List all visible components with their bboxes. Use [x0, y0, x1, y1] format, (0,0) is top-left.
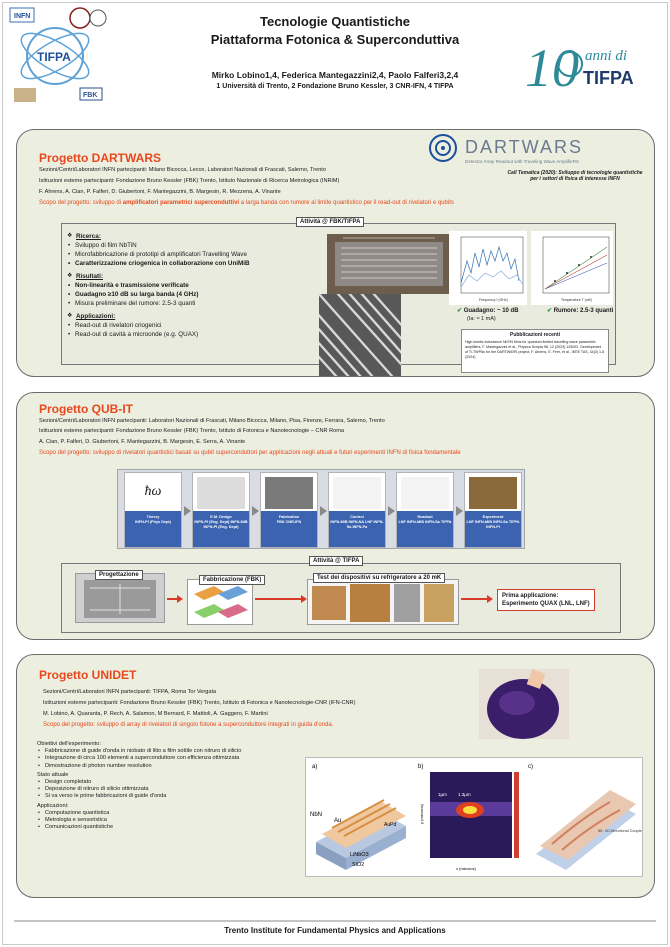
flow-arrow — [320, 506, 327, 516]
unidet-section — [16, 654, 655, 898]
ricerca-item: • Sviluppo di film NbTiN — [67, 241, 327, 250]
dartwars-section — [16, 129, 655, 377]
qubit-istituzioni: Istituzioni esterne partecipanti: Fondazione Bruno Kessler (FBK) Trento, Istituto di Fotonica e Nanotecnologie – CNR Roma — [39, 428, 345, 434]
obiettivi-item: • Fabbricazione di guide d'onda in niobato di litio a film sottile con nitruro di silicio — [37, 748, 307, 755]
publications-box — [461, 329, 609, 373]
stato-item: • Si va verso le prime fabbricazioni di guide d'onda — [37, 793, 307, 800]
progettazione-label: Progettazione — [95, 570, 143, 580]
test-label: Test dei dispositivi su refrigeratore a 20 mK — [313, 573, 445, 583]
fig-b-label: b) — [418, 764, 424, 770]
qubit-activity-label: Attività @ TIFPA — [309, 556, 363, 566]
applicazioni-item: • Read-out di rivelatori criogenici — [67, 321, 327, 330]
first-application-line2: Esperimento QUAX (LNL, LNF) — [502, 601, 590, 607]
stato-item: • Deposizione di nitruro di silicio ottimizzata — [37, 786, 307, 793]
dartwars-scope: Scopo del progetto: sviluppo di amplificatori parametrici superconduttivi a larga banda con rumore al limite quantistico per il read-out di rivelatori e qubits — [39, 200, 454, 206]
gain-sub: (Ia: ≈ 1 mA) — [467, 316, 496, 322]
fig-x-axis-label: x (microns) — [456, 866, 476, 871]
dartwars-title: Progetto DARTWARS — [39, 151, 161, 165]
flow-arrow-line — [255, 598, 303, 600]
flow-arrow — [252, 506, 259, 516]
fig-13um-label: 1.3µm — [458, 792, 471, 797]
noise-caption: ✔ Rumore: 2.5-3 quanti — [547, 308, 614, 314]
flow-arrow-head — [487, 595, 493, 603]
fig-linbo3-label: LiNbO3 — [350, 852, 369, 858]
twpa-chip-photo — [327, 234, 451, 294]
fig-sio2-label: SiO2 — [352, 862, 365, 868]
stage-fabrication: Fabrication FBK CNR-IFN — [260, 472, 318, 548]
dartwars-lists — [67, 230, 327, 339]
dartwars-sezioni: Sezioni/Centri/Laboratori INFN partecipanti: Milano Bicocca, Lecce, Laboratori Nazionali di Frascati, Salerno, Trento — [39, 167, 326, 173]
stage-em-design: E.M. Design INFN-PI (Eng. Dept) INFN-MIB INFN-PI (Eng. Dept) — [192, 472, 250, 548]
stage-theory: ħω Theory INFN-PI (Phys Dept) — [124, 472, 182, 548]
fig-c-label: c) — [528, 764, 533, 770]
gain-caption: ✔ Guadagno: ~ 10 dB — [457, 308, 519, 314]
qubit-people: A. Cian, P. Falferi, D. Giubertoni, F. Mantegazzini, B. Margesin, E. Serra, A. Vinante — [39, 439, 246, 445]
ricerca-heading: Ricerca: — [76, 233, 101, 240]
anni-di-text: anni di — [585, 48, 628, 64]
unidet-lists — [37, 741, 307, 831]
noise-plot — [531, 231, 613, 305]
progettazione-panel — [75, 573, 165, 623]
flow-arrow-line — [461, 598, 489, 600]
qubit-workflow — [117, 469, 525, 549]
twpa-zoom-image — [319, 294, 401, 376]
stato-heading: Stato attuale — [37, 771, 69, 778]
svg-text:FBK: FBK — [83, 92, 98, 99]
fig-au-label: Au — [334, 818, 342, 824]
qubit-scope: Scopo del progetto: sviluppo di rivelatori quantistici basati su qubit superconduttori per applicazioni negli attuali e futuri esperimenti INFN di fisica fondamentale — [39, 450, 461, 456]
theory-formula: ħω — [129, 477, 177, 509]
wafer-photo — [479, 669, 569, 739]
risultati-item: • Misura preliminare del rumore: 2.5-3 quanti — [67, 299, 327, 308]
unidet-title: Progetto UNIDET — [39, 668, 137, 682]
stage-readout: Readout LNF INFN-MIB INFN-Sa TIFPA — [396, 472, 454, 548]
risultati-heading: Risultati: — [76, 273, 103, 280]
test-panel — [307, 579, 459, 625]
dartwars-activity-label: Attività @ FBK/TIFPA — [296, 217, 364, 227]
fabbricazione-panel — [187, 579, 253, 625]
first-application-line1: Prima applicazione: — [502, 593, 559, 599]
first-application-box — [497, 589, 595, 611]
fig-coupler-label: 50 : 50 Directional Coupler — [598, 829, 642, 833]
poster-title-line2: Piattaforma Fotonica & Superconduttiva — [210, 32, 460, 47]
dartwars-logo-name: DARTWARS — [465, 137, 584, 157]
dartwars-people: F. Ahrens, A. Cian, P. Falferi, D. Giubertoni, F. Mantegazzini, B. Margesin, R. Mezzena, A. Vinante — [39, 189, 281, 195]
stage-control: Control INFN-MIB INFN-NA LNF INFN-Sa INFN-Pa — [328, 472, 386, 548]
qubit-sezioni: Sezioni/Centri/Laboratori INFN partecipanti: Laboratori Nazionali di Frascati, Milano Bicocca, Milano, Pisa, Firenze, Ferrara, Salerno, Trento — [39, 418, 385, 424]
anniversary-number: 10 — [525, 38, 579, 94]
footer-divider — [14, 920, 656, 922]
ricerca-item: • Microfabbricazione di prototipi di amplificatori Travelling Wave — [67, 250, 327, 259]
applicazioni-item: • Computazione quantistica — [37, 810, 307, 817]
fig-aupd-label: AuPd — [384, 822, 397, 828]
gain-plot — [449, 231, 527, 305]
dartwars-logo-sub: Detector Array Readout with Traveling Wave AmplifieRS — [465, 159, 579, 164]
applicazioni-heading: Applicazioni: — [37, 802, 69, 809]
applicazioni-item: • Read-out di cavità a microonde (e.g. QUAX) — [67, 330, 327, 339]
publications-text: High kinetic inductance NbTiN films for quantum limited travelling wave parametric amplifiers, F. Mantegazzini et al., Physica Scripta 98, 12 (2023) 125002. Development of Ti-TWPAs for the DARTWARS project, F. Ahrens, E. Ferri, et al., IEEE TAS, 34(3) 1-6 (2024) — [465, 340, 605, 359]
10-anni-tifpa-logo — [525, 34, 665, 94]
risultati-item: • Guadagno ≥10 dB su larga banda (4 GHz) — [67, 290, 327, 299]
stage-experiment: Experiment LNF INFN-MIB INFN-Sa TIFPA INFN-PI — [464, 472, 522, 548]
ricerca-item: • Caratterizzazione criogenica in collaborazione con UniMiB — [67, 259, 327, 268]
tifpa-logo — [8, 6, 108, 106]
fig-1um-label: 1µm — [438, 792, 447, 797]
unidet-people: M. Lobino, A. Quaranta, P. Rech, A. Salamon, M Bernard, F. Mattioli, A. Gaggero, F. Martini — [43, 711, 268, 717]
fabbricazione-label: Fabbricazione (FBK) — [199, 575, 265, 585]
fig-a-label: a) — [312, 764, 318, 770]
svg-text:Frequency f (GHz): Frequency f (GHz) — [479, 298, 508, 302]
dartwars-istituzioni: Istituzioni esterne partecipanti: Fondazione Bruno Kessler (FBK) Trento, Istituto Nazionale di Ricerca Metrologica (INRiM) — [39, 178, 340, 184]
obiettivi-item: • Integrazione di circa 100 elementi a superconduttore con efficienza ottimizzata — [37, 755, 307, 762]
poster-title-line1: Tecnologie Quantistiche — [259, 14, 410, 29]
dartwars-call: Call Tematica (2020): Sviluppo di tecnologie quantistiche per i settori di fisica di interesse INFN — [507, 170, 643, 182]
tifpa-text: TIFPA — [583, 68, 634, 88]
stato-item: • Design completato — [37, 779, 307, 786]
flow-arrow — [456, 506, 463, 516]
applicazioni-heading: Applicazioni: — [76, 313, 116, 320]
publications-heading: Pubblicazioni recenti — [509, 332, 560, 338]
unidet-figure — [305, 757, 643, 877]
obiettivi-item: • Dimostrazione di photon number resolution — [37, 763, 307, 770]
risultati-item: • Non-linearità e trasmissione verificate — [67, 281, 327, 290]
qubit-title: Progetto QUB-IT — [39, 402, 133, 416]
tifpa-logo-text: TIFPA — [37, 50, 71, 64]
unidet-sezioni: Sezioni/Centri/Laboratori INFN partecipanti: TIFPA, Roma Tor Vergata — [43, 689, 217, 695]
flow-arrow — [388, 506, 395, 516]
authors: Mirko Lobino1,4, Federica Mantegazzini2,4, Paolo Falferi3,2,4 — [211, 70, 459, 80]
unidet-istituzioni: Istituzioni esterne partecipanti: Fondazione Bruno Kessler (FBK) Trento, Istituto di Fotonica e Nanotecnologie-CNR (IFN-CNR) — [43, 700, 356, 706]
affiliations: 1 Università di Trento, 2 Fondazione Bruno Kessler, 3 CNR-IFN, 4 TIFPA — [216, 83, 454, 90]
svg-text:Temperature T (mK): Temperature T (mK) — [561, 298, 593, 302]
obiettivi-heading: Obiettivi dell'esperimento: — [37, 741, 101, 747]
svg-text:INFN: INFN — [14, 13, 31, 20]
footer-text: Trento Institute for Fundamental Physics and Applications — [224, 926, 446, 935]
flow-arrow — [184, 506, 191, 516]
fig-y-axis-label: y (microns) — [419, 804, 424, 824]
fig-nbn-label: NbN — [310, 812, 323, 818]
applicazioni-item: • Comunicazioni quantistiche — [37, 824, 307, 831]
applicazioni-item: • Metrologia e sensoristica — [37, 817, 307, 824]
unidet-scope: Scopo del progetto: sviluppo di array di rivelatori di singolo fotone a superconduttore integrati in guida d'onda. — [43, 722, 334, 728]
dartwars-logo — [425, 132, 625, 166]
qubit-section — [16, 392, 655, 640]
flow-arrow-head — [177, 595, 183, 603]
